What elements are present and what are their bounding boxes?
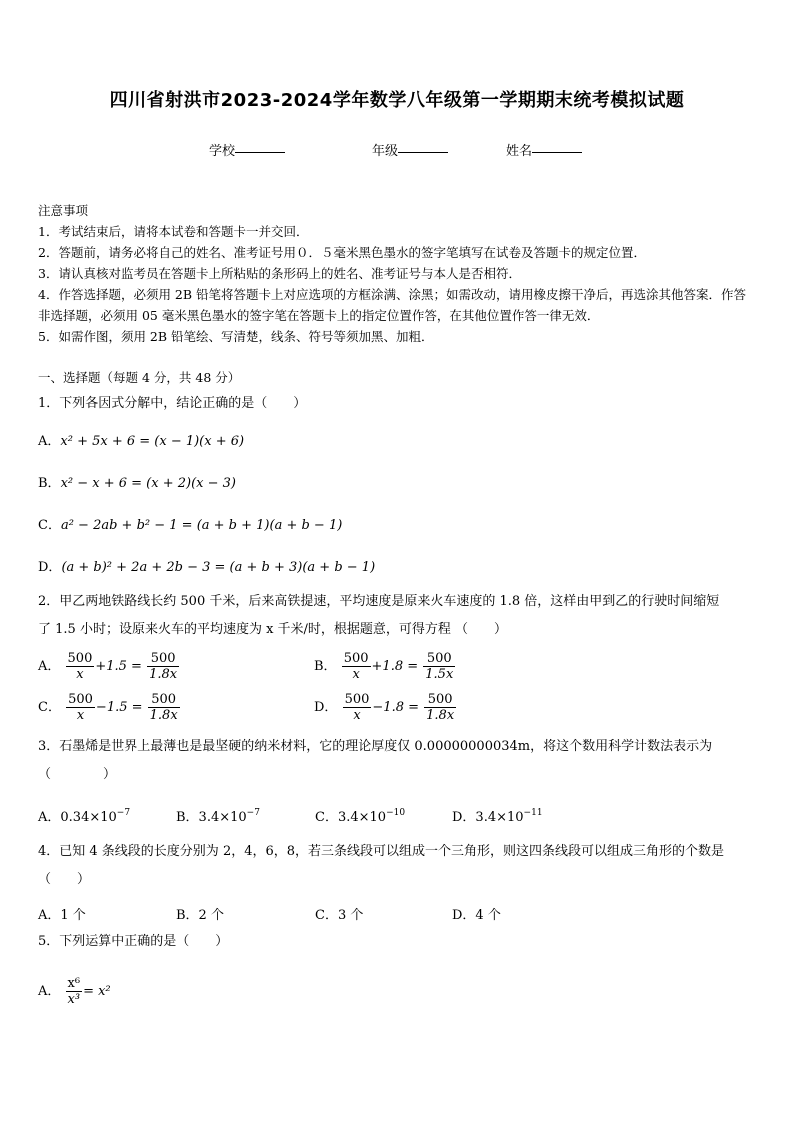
grade-blank[interactable] [398, 140, 448, 153]
question-4-stem: 4．已知 4 条线段的长度分别为 2，4，6，8，若三条线段可以组成一个三角形，则这四条线段可以组成三角形的个数是 （ ） [38, 844, 725, 887]
school-blank[interactable] [235, 140, 285, 153]
q1-c-expression: a² − 2ab + b² − 1 = (a + b + 1)(a + b − 1) [60, 518, 343, 533]
note-item: 2．答题前，请务必将自己的姓名、准考证号用０．５毫米黑色墨水的签字笔填写在试卷及答题卡的规定位置． [38, 245, 646, 260]
grade-field[interactable]: 年级 [372, 140, 398, 159]
notes-heading: 注意事项 [38, 203, 89, 218]
name-blank[interactable] [532, 140, 582, 153]
q1-a-expression: x² + 5x + 6 = (x − 1)(x + 6) [60, 434, 245, 449]
q2-option-b[interactable]: B． $\frac{500}{x}$ +1.8 = $\frac{500}{1.5x}$ [314, 651, 454, 682]
q1-option-c[interactable]: C．a² − 2ab + b² − 1 = (a + b + 1)(a + b − 1) [38, 518, 343, 533]
school-field[interactable]: 学校 [209, 140, 235, 159]
q4-option-d[interactable]: D．4 个 [452, 908, 501, 923]
q1-option-b[interactable]: B．x² − x + 6 = (x + 2)(x − 3) [38, 476, 236, 491]
q5-option-a[interactable]: A． $\frac{\text{x⁶}}{\text{x³}}$ = x² [38, 976, 111, 1007]
notes-section [38, 200, 758, 347]
question-3-stem: 3．石墨烯是世界上最薄也是最坚硬的纳米材料，它的理论厚度仅 0.00000000034m，将这个数用科学计数法表示为 （ ） [38, 739, 713, 782]
question-2-stem: 2．甲乙两地铁路线长约 500 千米，后来高铁提速，平均速度是原来火车速度的 1.8 倍，这样由甲到乙的行驶时间缩短 了 1.5 小时；设原来火车的平均速度为 x 千米/时，根据题意，可得方程 （ ） [38, 594, 720, 637]
q4-option-a[interactable]: A．1 个 [38, 908, 86, 923]
name-field[interactable]: 姓名 [506, 140, 532, 159]
q3-option-d[interactable]: D．$3.4\times 10^{-11}$ [452, 808, 543, 825]
question-1-stem: 1．下列各因式分解中，结论正确的是（ ） [38, 396, 307, 411]
q1-b-expression: x² − x + 6 = (x + 2)(x − 3) [60, 476, 236, 491]
note-item: 3．请认真核对监考员在答题卡上所粘贴的条形码上的姓名、准考证号与本人是否相符． [38, 266, 521, 281]
q3-option-b[interactable]: B．$3.4\times 10^{-7}$ [176, 808, 260, 825]
q4-option-b[interactable]: B．2 个 [176, 908, 224, 923]
note-item: 1．考试结束后，请将本试卷和答题卡一并交回． [38, 224, 309, 239]
question-5-stem: 5．下列运算中正确的是（ ） [38, 934, 229, 949]
q2-option-c[interactable]: C． $\frac{500}{x}$ −1.5 = $\frac{500}{1.8x}$ [38, 692, 178, 723]
q2-option-a[interactable]: A． $\frac{500}{x}$ +1.5 = $\frac{500}{1.8x}$ [38, 651, 178, 682]
q1-option-d[interactable]: D．(a + b)² + 2a + 2b − 3 = (a + b + 3)(a + b − 1) [38, 560, 376, 575]
note-item: 5．如需作图，须用 2B 铅笔绘、写清楚，线条、符号等须加黑、加粗． [38, 329, 434, 344]
q2-option-d[interactable]: D． $\frac{500}{x}$ −1.8 = $\frac{500}{1.8x}$ [314, 692, 455, 723]
section-heading: 一、选择题（每题 4 分，共 48 分） [38, 370, 241, 385]
q3-option-a[interactable]: A．$0.34\times 10^{-7}$ [38, 808, 131, 825]
note-item: 4．作答选择题，必须用 2B 铅笔将答题卡上对应选项的方框涂满、涂黑；如需改动，请用橡皮擦干净后，再选涂其他答案．作答非选择题，必须用 05 毫米黑色墨水的签字笔在答题卡上的指定位置作答，在其他位置作答一律无效． [38, 287, 747, 323]
q1-d-expression: (a + b)² + 2a + 2b − 3 = (a + b + 3)(a + b − 1) [61, 560, 376, 575]
q3-option-c[interactable]: C．$3.4\times 10^{-10}$ [315, 808, 406, 825]
page-title: 四川省射洪市2023-2024学年数学八年级第一学期期末统考模拟试题 [109, 90, 685, 111]
q4-option-c[interactable]: C．3 个 [315, 908, 364, 923]
q1-option-a[interactable]: A．x² + 5x + 6 = (x − 1)(x + 6) [38, 434, 245, 449]
